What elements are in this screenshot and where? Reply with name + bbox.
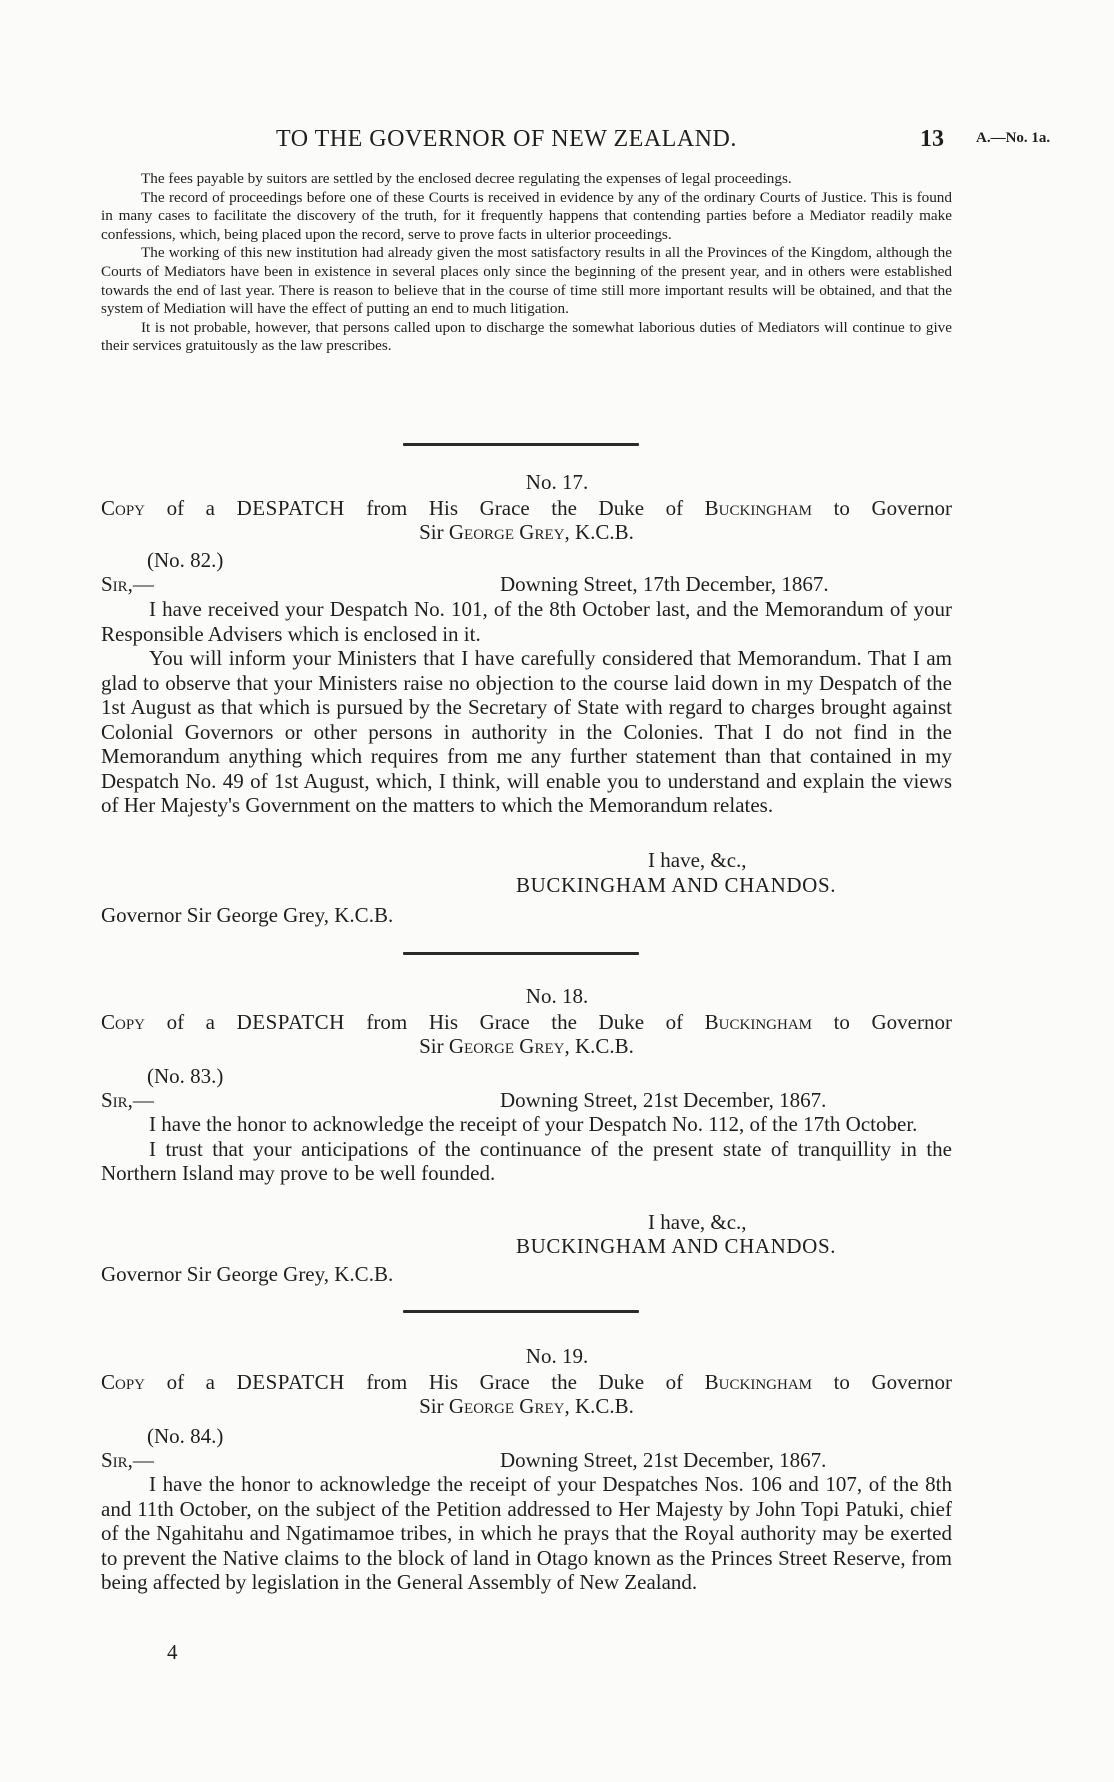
place-date: Downing Street, 21st December, 1867. [500, 1088, 827, 1112]
despatch-reference: (No. 83.) [147, 1064, 224, 1088]
page-number: 13 [920, 126, 944, 152]
section-divider [403, 443, 639, 446]
despatch-reference: (No. 84.) [147, 1424, 224, 1448]
closing: I have, &c., [648, 1210, 747, 1234]
preceding-paragraph: The working of this new institution had already given the most satisfactory results in all the Provinces of the Kingdom, although the Courts of Mediators have been in existence in several places only since the beginning of the present year, and in others were established towards the end of last year. There is reason to believe that in the course of time still more important results will be obtained, and that the system of Mediation will have the effect of putting an end to much litigation. [101, 244, 952, 318]
salutation: Sir,— [101, 572, 154, 596]
signature: BUCKINGHAM AND CHANDOS. [516, 1234, 837, 1258]
addressee: Governor Sir George Grey, K.C.B. [101, 903, 394, 927]
despatch-heading: Copy of a DESPATCH from His Grace the Duke of Buckingham to Governor Sir George Grey, K.C.B. [101, 496, 952, 544]
addressee: Governor Sir George Grey, K.C.B. [101, 1262, 394, 1286]
despatch-body [101, 597, 952, 818]
despatch-number: No. 18. [525, 984, 589, 1008]
body-paragraph: I have received your Despatch No. 101, of the 8th October last, and the Memorandum of your Responsible Advisers which is enclosed in it. [101, 597, 952, 646]
body-paragraph: You will inform your Ministers that I have carefully considered that Memorandum. That I am glad to observe that your Ministers raise no objection to the course laid down in my Despatch of the 1st August as that which is pursued by the Secretary of State with regard to charges brought against Colonial Governors or other persons in authority in the Colonies. That I do not find in the Memorandum anything which requires from me any further statement than that contained in my Despatch No. 49 of 1st August, which, I think, will enable you to understand and explain the views of Her Majesty's Government on the matters to which the Memorandum relates. [101, 646, 952, 817]
salutation: Sir,— [101, 1448, 154, 1472]
body-paragraph: I trust that your anticipations of the continuance of the present state of tranquillity in the Northern Island may prove to be well founded. [101, 1136, 952, 1185]
despatch-number: No. 19. [525, 1344, 589, 1368]
preceding-text [101, 170, 952, 356]
despatch-body [101, 1472, 952, 1595]
section-divider [403, 952, 639, 955]
salutation: Sir,— [101, 1088, 154, 1112]
despatch-body [101, 1112, 952, 1186]
preceding-paragraph: It is not probable, however, that persons called upon to discharge the somewhat laborious duties of Mediators will continue to give their services gratuitously as the law prescribes. [101, 318, 952, 355]
section-divider [403, 1310, 639, 1313]
despatch-reference: (No. 82.) [147, 548, 224, 572]
preceding-paragraph: The fees payable by suitors are settled by the enclosed decree regulating the expenses of legal proceedings. [141, 170, 792, 187]
despatch-heading: Copy of a DESPATCH from His Grace the Duke of Buckingham to Governor Sir George Grey, K.C.B. [101, 1370, 952, 1418]
body-paragraph: I have the honor to acknowledge the receipt of your Despatches Nos. 106 and 107, of the 8th and 11th October, on the subject of the Petition addressed to Her Majesty by John Topi Patuki, chief of the Ngahitahu and Ngatimamoe tribes, in which he prays that the Royal authority may be exerted to prevent the Native claims to the block of land in Otago known as the Princes Street Reserve, from being affected by legislation in the General Assembly of New Zealand. [101, 1472, 952, 1594]
signature-mark: 4 [167, 1640, 178, 1664]
body-paragraph: I have the honor to acknowledge the receipt of your Despatch No. 112, of the 17th October. [149, 1112, 918, 1136]
place-date: Downing Street, 17th December, 1867. [500, 572, 829, 596]
despatch-heading: Copy of a DESPATCH from His Grace the Duke of Buckingham to Governor Sir George Grey, K.C.B. [101, 1010, 952, 1058]
running-head [0, 126, 1114, 156]
running-title: TO THE GOVERNOR OF NEW ZEALAND. [276, 126, 737, 152]
signature: BUCKINGHAM AND CHANDOS. [516, 873, 837, 897]
paper-reference: A.—No. 1a. [976, 130, 1051, 146]
place-date: Downing Street, 21st December, 1867. [500, 1448, 827, 1472]
despatch-number: No. 17. [525, 470, 589, 494]
closing: I have, &c., [648, 848, 747, 872]
preceding-paragraph: The record of proceedings before one of these Courts is received in evidence by any of the ordinary Courts of Justice. This is found in many cases to facilitate the discovery of the truth, for it frequently happens that contending parties before a Mediator readily make confessions, which, being placed upon the record, serve to prove facts in ulterior proceedings. [101, 188, 952, 243]
